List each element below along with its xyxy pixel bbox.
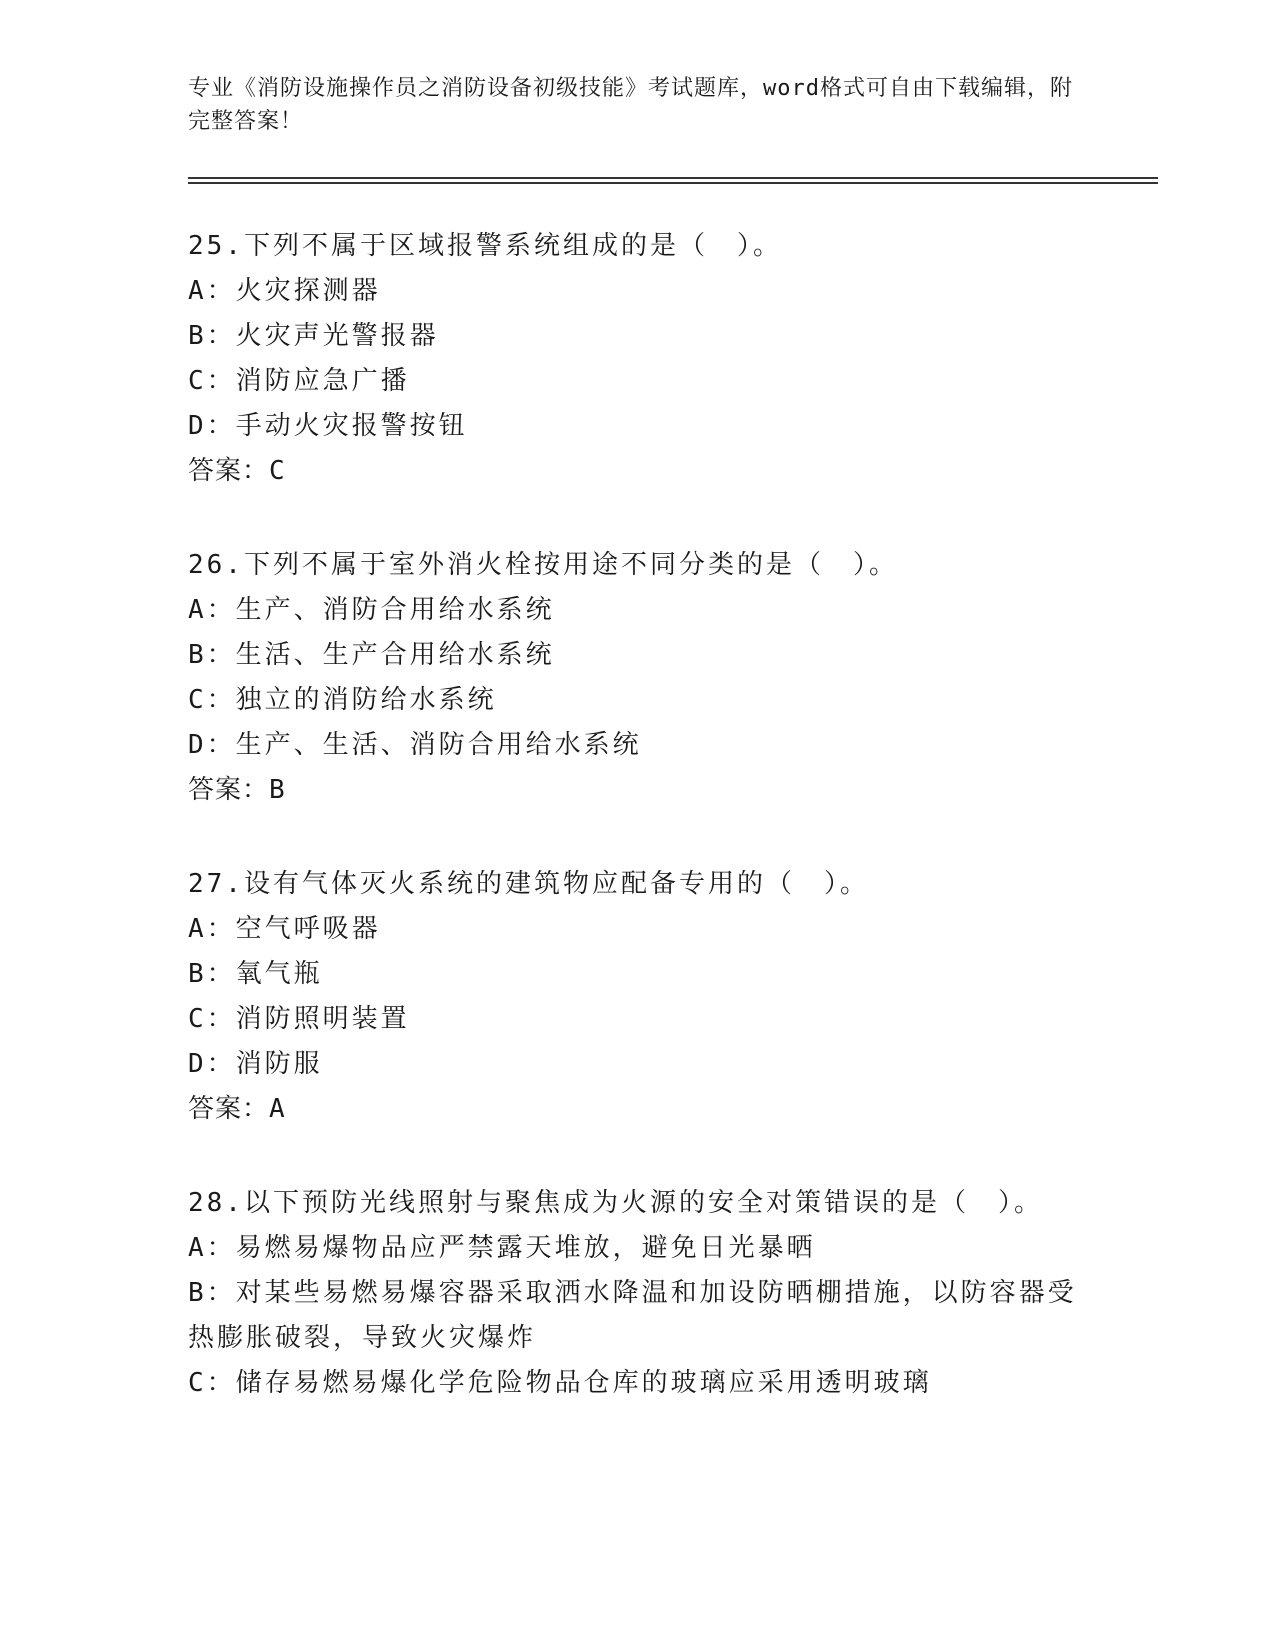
- question-stem: 25.下列不属于区域报警系统组成的是（ ）。: [188, 231, 782, 261]
- question-stem: 28.以下预防光线照射与聚焦成为火源的安全对策错误的是（ ）。: [188, 1188, 1043, 1218]
- question-stem: 26.下列不属于室外消火栓按用途不同分类的是（ ）。: [188, 550, 898, 580]
- option-a: A：生产、消防合用给水系统: [188, 595, 555, 625]
- option-c: C：消防应急广播: [188, 366, 410, 396]
- option-c: C：消防照明装置: [188, 1004, 410, 1034]
- option-b: B：火灾声光警报器: [188, 321, 439, 351]
- answer-label: 答案：: [188, 775, 270, 805]
- answer-value: A: [269, 1094, 286, 1124]
- answer-value: B: [269, 775, 286, 805]
- option-a: A：易燃易爆物品应严禁露天堆放，避免日光暴晒: [188, 1233, 816, 1263]
- option-b: B：氧气瓶: [188, 959, 323, 989]
- question-27: [188, 862, 1088, 1132]
- answer-line: [188, 449, 1088, 494]
- option-d: D：手动火灾报警按钮: [188, 411, 468, 441]
- answer-value: C: [269, 456, 286, 486]
- question-26: [188, 543, 1088, 813]
- option-b: B：对某些易燃易爆容器采取洒水降温和加设防晒棚措施，以防容器受热膨胀破裂，导致火灾爆炸: [188, 1278, 1077, 1353]
- option-d: D：消防服: [188, 1049, 323, 1079]
- option-a: A：火灾探测器: [188, 276, 381, 306]
- option-c: C：独立的消防给水系统: [188, 685, 497, 715]
- answer-label: 答案：: [188, 1094, 270, 1124]
- question-28: [188, 1181, 1088, 1406]
- answer-line: [188, 768, 1088, 813]
- option-c: C：储存易燃易爆化学危险物品仓库的玻璃应采用透明玻璃: [188, 1368, 932, 1398]
- header-rule-bottom: [188, 182, 1158, 184]
- option-a: A：空气呼吸器: [188, 914, 381, 944]
- option-d: D：生产、生活、消防合用给水系统: [188, 730, 642, 760]
- question-stem: 27.设有气体灭火系统的建筑物应配备专用的（ ）。: [188, 869, 869, 899]
- answer-line: [188, 1087, 1088, 1132]
- option-b: B：生活、生产合用给水系统: [188, 640, 555, 670]
- header-rule-top: [188, 177, 1158, 179]
- question-25: [188, 224, 1088, 494]
- answer-label: 答案：: [188, 456, 270, 486]
- document-header: 专业《消防设施操作员之消防设备初级技能》考试题库，word格式可自由下载编辑，附完整答案！: [188, 76, 1073, 134]
